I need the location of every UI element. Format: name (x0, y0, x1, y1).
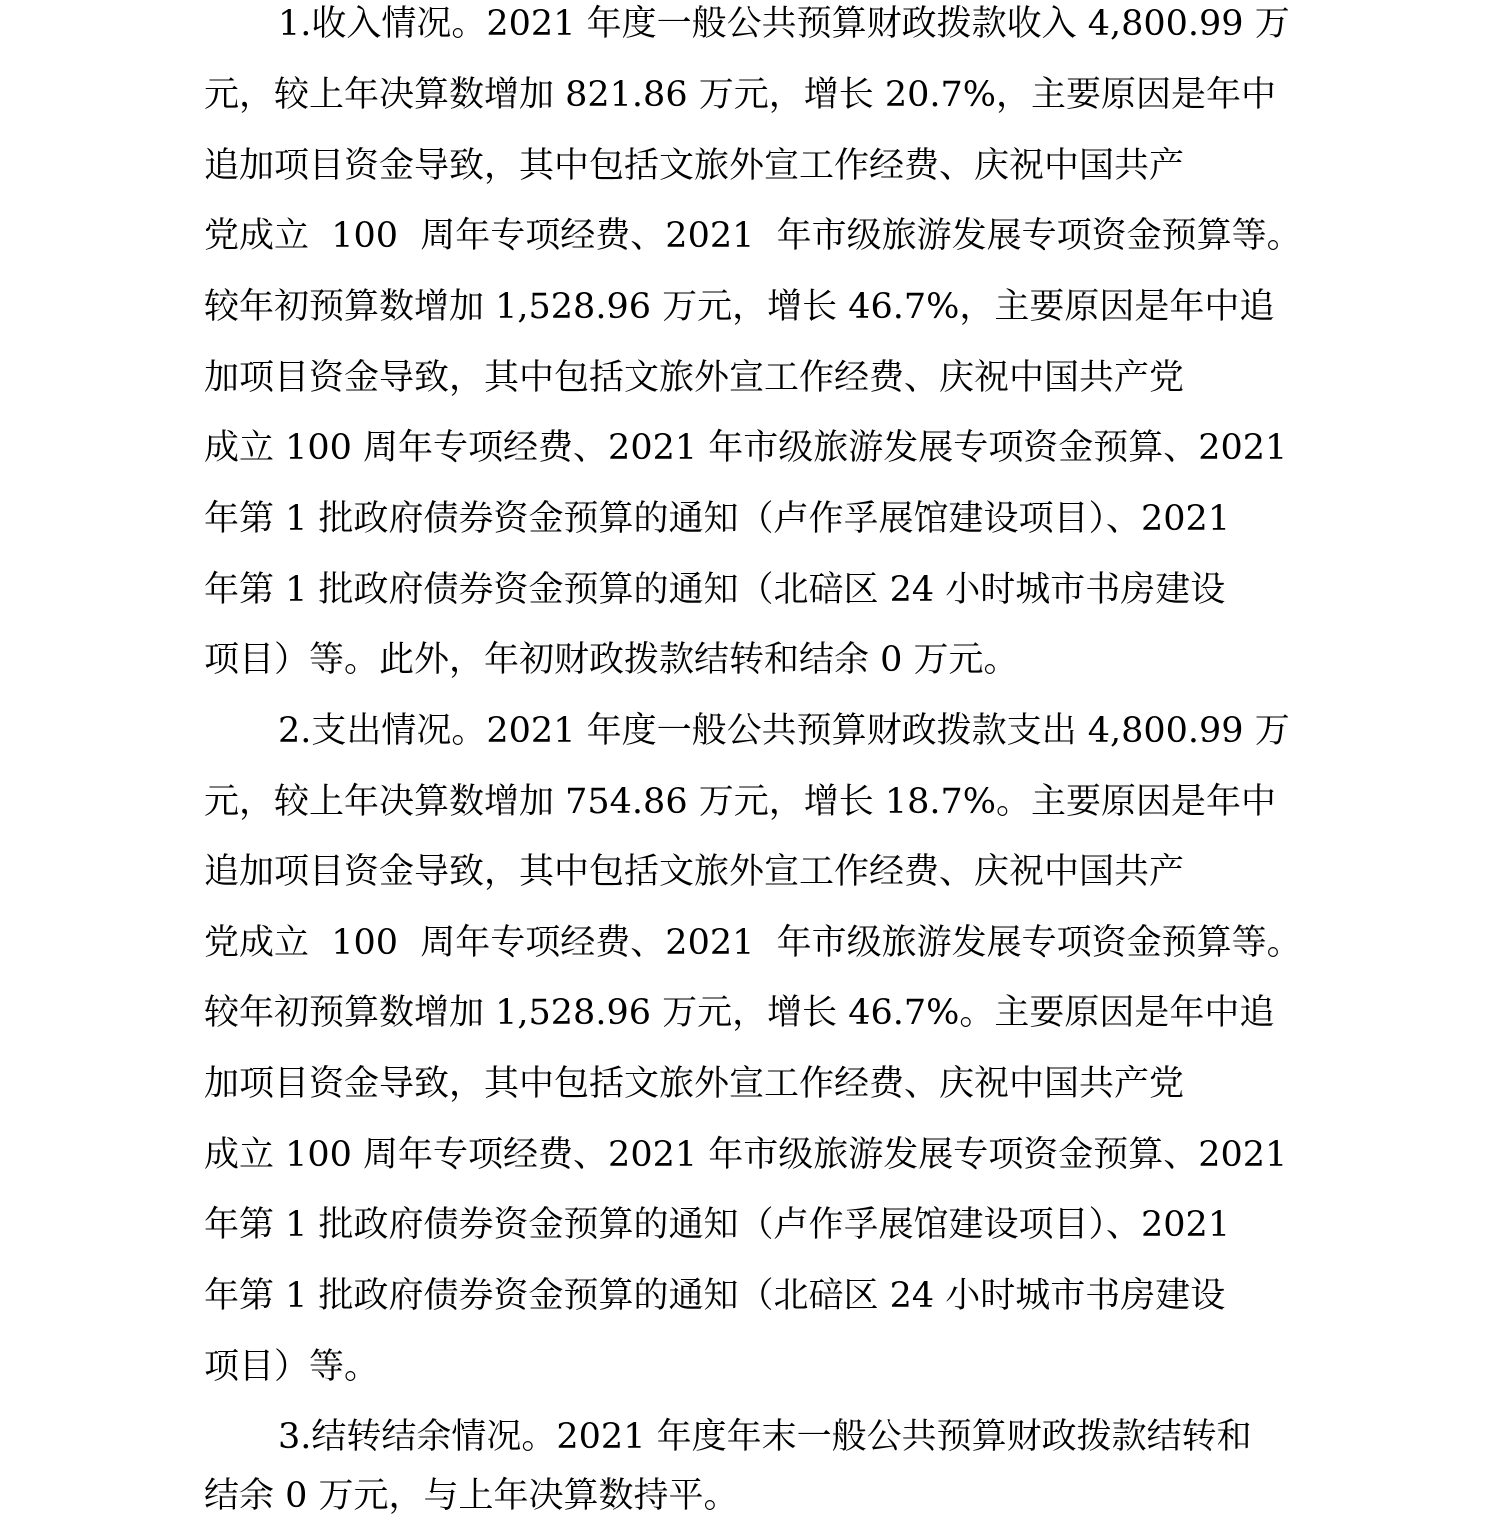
text-line: 元，较上年决算数增加 821.86 万元，增长 20.7%，主要原因是年中 (204, 75, 1277, 115)
text-line: 较年初预算数增加 1,528.96 万元，增长 46.7%。主要原因是年中追 (204, 993, 1275, 1033)
text-line: 年第 1 批政府债券资金预算的通知（卢作孚展馆建设项目）、2021 (204, 499, 1231, 539)
text-line: 党成立 100 周年专项经费、2021 年市级旅游发展专项资金预算等。 (204, 216, 1302, 256)
text-line: 加项目资金导致，其中包括文旅外宣工作经费、庆祝中国共产党 (204, 358, 1185, 398)
text-line: 年第 1 批政府债券资金预算的通知（北碚区 24 小时城市书房建设 (204, 570, 1226, 610)
text-line: 元，较上年决算数增加 754.86 万元，增长 18.7%。主要原因是年中 (204, 782, 1277, 822)
text-line: 成立 100 周年专项经费、2021 年市级旅游发展专项资金预算、2021 (204, 1135, 1288, 1175)
text-line: 较年初预算数增加 1,528.96 万元，增长 46.7%，主要原因是年中追 (204, 287, 1275, 327)
text-line: 加项目资金导致，其中包括文旅外宣工作经费、庆祝中国共产党 (204, 1064, 1185, 1104)
text-line: 3.结转结余情况。2021 年度年末一般公共预算财政拨款结转和 (278, 1417, 1252, 1457)
text-line: 年第 1 批政府债券资金预算的通知（北碚区 24 小时城市书房建设 (204, 1276, 1226, 1316)
text-line: 2.支出情况。2021 年度一般公共预算财政拨款支出 4,800.99 万 (278, 711, 1290, 751)
text-line: 成立 100 周年专项经费、2021 年市级旅游发展专项资金预算、2021 (204, 428, 1288, 468)
text-line: 结余 0 万元，与上年决算数持平。 (204, 1476, 739, 1516)
text-line: 项目）等。此外，年初财政拨款结转和结余 0 万元。 (204, 640, 1019, 680)
text-line: 1.收入情况。2021 年度一般公共预算财政拨款收入 4,800.99 万 (278, 4, 1290, 44)
text-line: 党成立 100 周年专项经费、2021 年市级旅游发展专项资金预算等。 (204, 923, 1302, 963)
text-line: 追加项目资金导致，其中包括文旅外宣工作经费、庆祝中国共产 (204, 146, 1185, 186)
text-line: 项目）等。 (204, 1347, 380, 1387)
text-line: 年第 1 批政府债券资金预算的通知（卢作孚展馆建设项目）、2021 (204, 1205, 1231, 1245)
text-line: 追加项目资金导致，其中包括文旅外宣工作经费、庆祝中国共产 (204, 852, 1185, 892)
